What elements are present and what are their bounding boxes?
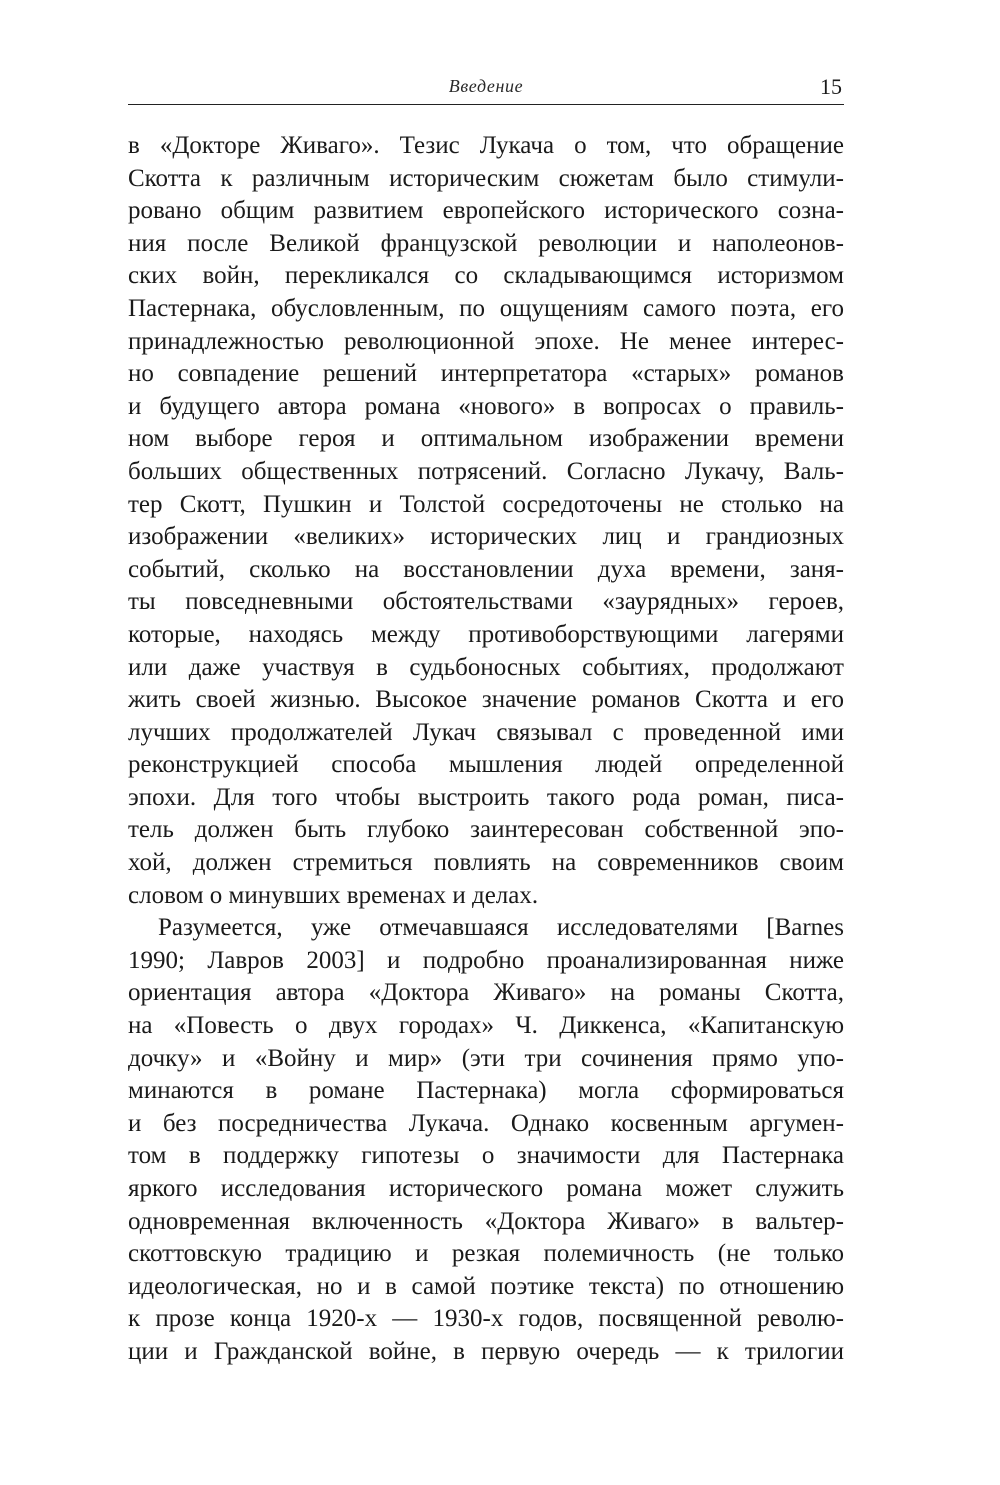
running-header [128, 74, 844, 104]
text-line: Пастернака, обусловленным, по ощущениям самого поэта, его [128, 294, 844, 322]
text-line: и без посредничества Лукача. Однако косвенным аргумен- [128, 1109, 844, 1137]
text-line: в «Докторе Живаго». Тезис Лукача о том, что обращение [128, 132, 844, 159]
text-line: тер Скотт, Пушкин и Толстой сосредоточены не столько на [128, 490, 844, 518]
text-line: больших общественных потрясений. Согласно Лукачу, Валь- [128, 457, 844, 485]
text-line: которые, находясь между противоборствующими лагерями [128, 620, 844, 648]
text-line: яркого исследования исторического романа может служить [128, 1175, 844, 1202]
text-line: 1990; Лавров 2003] и подробно проанализированная ниже [128, 946, 844, 974]
text-line: к прозе конца 1920-х — 1930-х годов, посвященной револю- [128, 1305, 844, 1333]
text-line: на «Повесть о двух городах» Ч. Диккенса, «Капитанскую [128, 1012, 844, 1040]
text-line: реконструкцией способа мышления людей определенной [128, 751, 844, 779]
text-line: но совпадение решений интерпретатора «старых» романов [128, 360, 844, 388]
text-line: изображении «великих» исторических лиц и грандиозных [128, 523, 844, 551]
text-line: или даже участвуя в судьбоносных событиях, продолжают [128, 653, 844, 681]
text-line: эпохи. Для того чтобы выстроить такого рода роман, писа- [128, 783, 844, 811]
text-line: идеологическая, но и в самой поэтике текста) по отношению [128, 1272, 844, 1300]
text-line: минаются в романе Пастернака) могла сформироваться [128, 1077, 844, 1105]
text-line: событий, сколько на восстановлении духа времени, заня- [128, 555, 844, 583]
text-line: Скотта к различным историческим сюжетам было стимули- [128, 164, 844, 192]
text-line: тель должен быть глубоко заинтересован собственной эпо- [128, 816, 844, 844]
text-line: том в поддержку гипотезы о значимости для Пастернака [128, 1142, 844, 1170]
text-line-paragraph-start: Разумеется, уже отмечавшаяся исследователями [Barnes [158, 914, 844, 942]
running-title: Введение [448, 76, 524, 96]
text-line: ских войн, перекликался со складывающимся историзмом [128, 262, 844, 290]
header-rule [128, 104, 844, 105]
page-number: 15 [820, 74, 842, 99]
text-line: дочку» и «Войну и мир» (эти три сочинения прямо упо- [128, 1044, 844, 1072]
text-line: ориентация автора «Доктора Живаго» на романы Скотта, [128, 979, 844, 1007]
text-line: ты повседневными обстоятельствами «заурядных» героев, [128, 588, 844, 616]
text-line: ции и Гражданской войне, в первую очередь — к трилогии [128, 1337, 844, 1365]
text-line: одновременная включенность «Доктора Живаго» в вальтер- [128, 1207, 844, 1235]
text-line: лучших продолжателей Лукач связывал с проведенной ими [128, 718, 844, 746]
text-line: скоттовскую традицию и резкая полемичность (не только [128, 1240, 844, 1268]
text-line: и будущего автора романа «нового» в вопросах о правиль- [128, 392, 844, 420]
text-line: принадлежностью революционной эпохе. Не менее интерес- [128, 327, 844, 355]
text-line: хой, должен стремиться повлиять на современников своим [128, 849, 844, 877]
text-line: ровано общим развитием европейского исторического созна- [128, 197, 844, 225]
text-line: ния после Великой французской революции и наполеонов- [128, 229, 844, 257]
body-text [128, 130, 844, 1369]
text-line: словом о минувших временах и делах. [128, 881, 539, 909]
text-line: ном выборе героя и оптимальном изображении времени [128, 425, 844, 453]
text-line: жить своей жизнью. Высокое значение романов Скотта и его [128, 686, 844, 714]
